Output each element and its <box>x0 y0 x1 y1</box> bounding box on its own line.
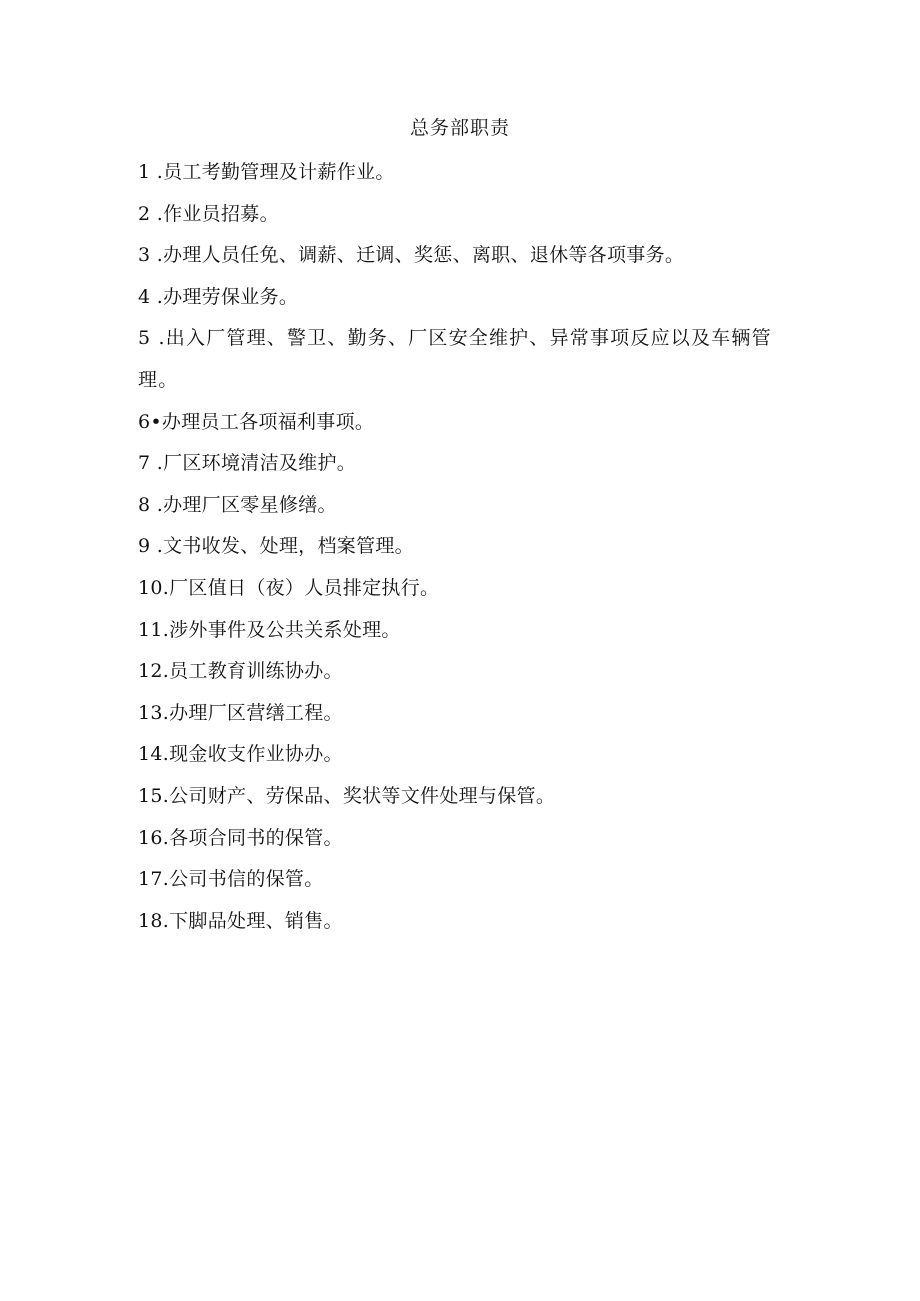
page-title: 总务部职责 <box>409 117 510 139</box>
duty-item-3: 3 .办理人员任免、调薪、迁调、奖惩、离职、退休等各项事务。 <box>138 244 685 267</box>
duty-item-13: 13.办理厂区营缮工程。 <box>138 701 343 724</box>
duty-item-14: 14.现金收支作业协办。 <box>138 743 343 766</box>
duty-item-1: 1 .员工考勤管理及计薪作业。 <box>138 161 395 183</box>
duty-item-7: 7 .厂区环境清洁及维护。 <box>138 452 357 475</box>
duty-item-10: 10.厂区值日（夜）人员排定执行。 <box>138 576 440 599</box>
duty-item-11: 11.涉外事件及公共关系处理。 <box>138 618 401 641</box>
duty-item-6: 6•办理员工各项福利事项。 <box>138 410 375 433</box>
duty-list <box>138 152 778 942</box>
duty-item-9: 9 .文书收发、处理，档案管理。 <box>138 535 414 558</box>
duty-item-5: 5 .出入厂管理、警卫、勤务、厂区安全维护、异常事项反应以及车辆管理。 <box>138 327 772 391</box>
duty-item-15: 15.公司财产、劳保品、奖状等文件处理与保管。 <box>138 784 556 807</box>
duty-item-17: 17.公司书信的保管。 <box>138 868 324 891</box>
duty-item-16: 16.各项合同书的保管。 <box>138 826 343 849</box>
duty-item-2: 2 .作业员招募。 <box>138 202 279 225</box>
duty-item-4: 4 .办理劳保业务。 <box>138 285 299 308</box>
duty-item-8: 8 .办理厂区零星修缮。 <box>138 493 337 516</box>
duty-item-18: 18.下脚品处理、销售。 <box>138 909 343 932</box>
duty-item-12: 12.员工教育训练协办。 <box>138 660 343 683</box>
